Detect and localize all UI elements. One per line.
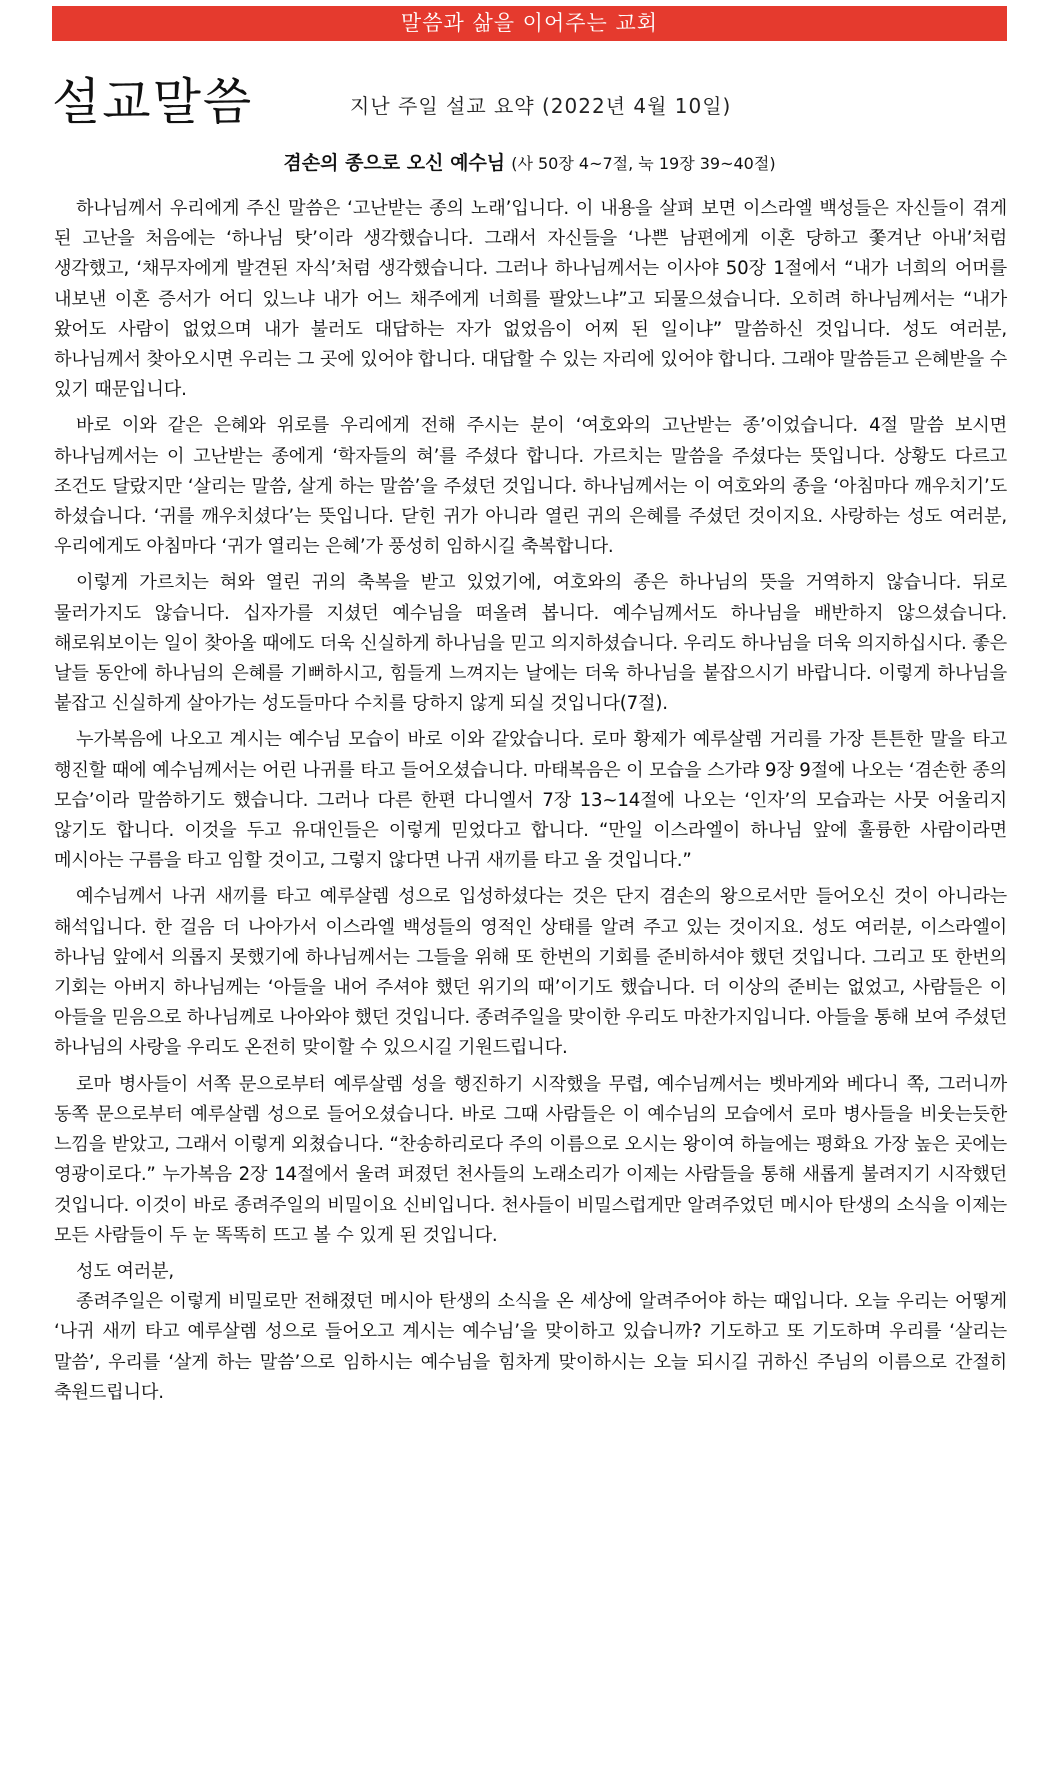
paragraph-address: 성도 여러분, bbox=[76, 1260, 175, 1282]
sermon-date-subtitle: 지난 주일 설교 요약 (2022년 4월 10일) bbox=[350, 94, 732, 118]
section-title: 설교말씀 bbox=[52, 73, 254, 131]
sermon-body bbox=[54, 194, 1007, 1414]
paragraph-1: 하나님께서 우리에게 주신 말씀은 ‘고난받는 종의 노래’입니다. 이 내용을 살펴 보면 이스라엘 백성들은 자신들이 겪게 된 고난을 처음에는 ‘하나님 탓’이라 생각했습니다. 그래서 자신들을 ‘나쁜 남편에게 이혼 당하고 쫓겨난 아내’처럼 생각했고, ‘채무자에게 발견된 자식’처럼 생각했습니다. 그러나 하나님께서는 이사야 50장 1절에서 “내가 너희의 어머를 내보낸 이혼 증서가 어디 있느냐 내가 어느 채주에게 너희를 팔았느냐”고 되물으셨습니다. 오히려 하나님께서는 “내가 왔어도 사람이 없었으며 내가 불러도 대답하는 자가 없었음이 어찌 된 일이냐” 말씀하신 것입니다. 성도 여러분, 하나님께서 찾아오시면 우리는 그 곳에 있어야 합니다. 대답할 수 있는 자리에 있어야 합니다. 그래야 말씀듣고 은혜받을 수 있기 때문입니다. bbox=[54, 198, 1007, 401]
paragraph-3: 이렇게 가르치는 혀와 열린 귀의 축복을 받고 있었기에, 여호와의 종은 하나님의 뜻을 거역하지 않습니다. 뒤로 물러가지도 않습니다. 십자가를 지셨던 예수님을 떠올려 봅니다. 예수님께서도 하나님을 배반하지 않으셨습니다. 해로워보이는 일이 찾아올 때에도 더욱 신실하게 하나님을 믿고 의지하셨습니다. 우리도 하나님을 더욱 의지하십시다. 좋은 날들 동안에 하나님의 은혜를 기뻐하시고, 힘들게 느껴지는 날에는 더욱 하나님을 붙잡으시기 바랍니다. 이렇게 하나님을 붙잡고 신실하게 살아가는 성도들마다 수치를 당하지 않게 되실 것입니다(7절). bbox=[54, 572, 1007, 715]
sermon-title: 겸손의 종으로 오신 예수님 bbox=[283, 152, 506, 174]
sermon-heading bbox=[52, 149, 1007, 178]
paragraph-4: 누가복음에 나오고 계시는 예수님 모습이 바로 이와 같았습니다. 로마 황제가 예루살렘 거리를 가장 튼튼한 말을 타고 행진할 때에 예수님께서는 어린 나귀를 타고 들어오셨습니다. 마태복음은 이 모습을 스가랴 9장 9절에 나오는 ‘겸손한 종의 모습’이라 말씀하기도 했습니다. 그러나 다른 한편 다니엘서 7장 13~14절에 나오는 ‘인자’의 모습과는 사뭇 어울리지 않기도 합니다. 이것을 두고 유대인들은 이렇게 믿었다고 합니다. “만일 이스라엘이 하나님 앞에 훌륭한 사람이라면 메시아는 구름을 타고 임할 것이고, 그렇지 않다면 나귀 새끼를 타고 올 것입니다.” bbox=[54, 729, 1007, 872]
church-banner: 말씀과 삶을 이어주는 교회 bbox=[52, 6, 1007, 41]
paragraph-6: 로마 병사들이 서쪽 문으로부터 예루살렘 성을 행진하기 시작했을 무렵, 예수님께서는 벳바게와 베다니 쪽, 그러니까 동쪽 문으로부터 예루살렘 성으로 들어오셨습니다. 바로 그때 사람들은 이 예수님의 모습에서 로마 병사들을 비웃는듯한 느낌을 받았고, 그래서 이렇게 외쳤습니다. “찬송하리로다 주의 이름으로 오시는 왕이여 하늘에는 평화요 가장 높은 곳에는 영광이로다.” 누가복음 2장 14절에서 울려 퍼졌던 천사들의 노래소리가 이제는 사람들을 통해 새롭게 불려지기 시작했던 것입니다. 이것이 바로 종려주일의 비밀이요 신비입니다. 천사들이 비밀스럽게만 알려주었던 메시아 탄생의 소식을 이제는 모든 사람들이 두 눈 똑똑히 뜨고 볼 수 있게 된 것입니다. bbox=[54, 1073, 1007, 1246]
paragraph-closing: 종려주일은 이렇게 비밀로만 전해졌던 메시아 탄생의 소식을 온 세상에 알려주어야 하는 때입니다. 오늘 우리는 어떻게 ‘나귀 새끼 타고 예루살렘 성으로 들어오고 계시는 예수님’을 맞이하고 있습니까? 기도하고 또 기도하며 우리를 ‘살리는 말씀’, 우리를 ‘살게 하는 말씀’으로 임하시는 예수님을 힘차게 맞이하시는 오늘 되시길 귀하신 주님의 이름으로 간절히 축원드립니다. bbox=[54, 1291, 1007, 1403]
paragraph-5: 예수님께서 나귀 새끼를 타고 예루살렘 성으로 입성하셨다는 것은 단지 겸손의 왕으로서만 들어오신 것이 아니라는 해석입니다. 한 걸음 더 나아가서 이스라엘 백성들의 영적인 상태를 알려 주고 있는 것이지요. 성도 여러분, 이스라엘이 하나님 앞에서 의롭지 못했기에 하나님께서는 그들을 위해 또 한번의 기회를 준비하셔야 했던 것입니다. 그리고 또 한번의 기회는 아버지 하나님께는 ‘아들을 내어 주셔야 했던 위기의 때’이기도 했습니다. 더 이상의 준비는 없었고, 사람들은 이 아들을 믿음으로 하나님께로 나아와야 했던 것입니다. 종려주일을 맞이한 우리도 마찬가지입니다. 아들을 통해 보여 주셨던 하나님의 사랑을 우리도 온전히 맞이할 수 있으시길 기원드립니다. bbox=[54, 886, 1007, 1059]
masthead bbox=[52, 72, 1007, 134]
scripture-reference: (사 50장 4~7절, 눅 19장 39~40절) bbox=[511, 154, 776, 173]
paragraph-2: 바로 이와 같은 은혜와 위로를 우리에게 전해 주시는 분이 ‘여호와의 고난받는 종’이었습니다. 4절 말씀 보시면 하나님께서는 이 고난받는 종에게 ‘학자들의 혀’를 주셨다 합니다. 가르치는 말씀을 주셨다는 뜻입니다. 상황도 다르고 조건도 달랐지만 ‘살리는 말씀, 살게 하는 말씀’을 주셨던 것입니다. 하나님께서는 이 여호와의 종을 ‘아침마다 깨우치기’도 하셨습니다. ‘귀를 깨우치셨다’는 뜻입니다. 닫힌 귀가 아니라 열린 귀의 은혜를 주셨던 것이지요. 사랑하는 성도 여러분, 우리에게도 아침마다 ‘귀가 열리는 은혜’가 풍성히 임하시길 축복합니다. bbox=[54, 415, 1007, 558]
